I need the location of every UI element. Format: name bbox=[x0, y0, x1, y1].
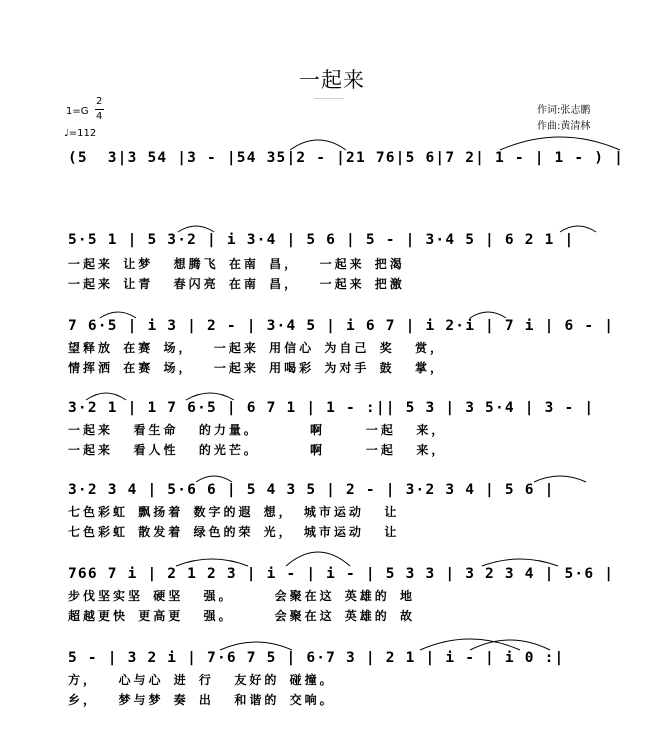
lyric-row-5-verse-1: 步伐坚实坚 硬坚 强。 会聚在这 英雄的 地 bbox=[68, 589, 416, 603]
key-signature: 1=G bbox=[66, 106, 89, 117]
notation-row-intro: (5 3|3 54 |3 - |54 35|2 - |21 76|5 6|7 2| 1 - | 1 - ) | bbox=[68, 150, 625, 166]
tempo-marking: ♩=112 bbox=[64, 128, 97, 139]
lyric-row-3-verse-2: 一起来 看人性 的光芒。 啊 一起 来， bbox=[68, 443, 447, 457]
time-signature-line bbox=[95, 109, 104, 110]
title-underline bbox=[314, 98, 344, 99]
lyric-row-4-verse-1: 七色彩虹 飘扬着 数字的遐 想， 城市运动 让 bbox=[68, 505, 400, 519]
song-title: 一起来 bbox=[299, 68, 365, 92]
notation-row-4: 3·2 3 4 | 5·6 6 | 5 4 3 5 | 2 - | 3·2 3 4 | 5 6 | bbox=[68, 482, 555, 498]
lyric-row-5-verse-2: 超越更快 更高更 强。 会聚在这 英雄的 故 bbox=[68, 609, 416, 623]
composer-credit: 作曲:黄清林 bbox=[537, 121, 591, 132]
lyric-row-1-verse-1: 一起来 让梦 想腾飞 在南 昌， 一起来 把渴 bbox=[68, 257, 405, 271]
time-signature-bottom: 4 bbox=[96, 111, 103, 122]
lyric-row-1-verse-2: 一起来 让青 春闪亮 在南 昌， 一起来 把激 bbox=[68, 277, 405, 291]
notation-row-6: 5 - | 3 2 i | 7·6 7 5 | 6·7 3 | 2 1 | i - | i 0 :| bbox=[68, 650, 565, 666]
lyric-row-3-verse-1: 一起来 看生命 的力量。 啊 一起 来， bbox=[68, 423, 447, 437]
notation-row-1: 5·5 1 | 5 3·2 | i 3·4 | 5 6 | 5 - | 3·4 5 | 6 2 1 | bbox=[68, 232, 575, 248]
time-signature-top: 2 bbox=[96, 96, 103, 107]
lyric-row-2-verse-2: 情挥洒 在赛 场， 一起来 用喝彩 为对手 鼓 掌， bbox=[68, 361, 446, 375]
lyric-row-2-verse-1: 望释放 在赛 场， 一起来 用信心 为自己 奖 赏， bbox=[68, 341, 446, 355]
lyric-row-4-verse-2: 七色彩虹 散发着 绿色的荣 光， 城市运动 让 bbox=[68, 525, 400, 539]
lyric-row-6-verse-2: 乡， 梦与梦 奏 出 和谐的 交响。 bbox=[68, 693, 335, 707]
notation-row-2: 7 6·5 | i 3 | 2 - | 3·4 5 | i 6 7 | i 2·i | 7 i | 6 - | bbox=[68, 318, 615, 334]
notation-row-3: 3·2 1 | 1 7 6·5 | 6 7 1 | 1 - :|| 5 3 | 3 5·4 | 3 - | bbox=[68, 400, 595, 416]
lyricist-credit: 作词:张志鹏 bbox=[537, 105, 591, 116]
notation-row-5: 766 7 i | 2 1 2 3 | i - | i - | 5 3 3 | 3 2 3 4 | 5·6 | bbox=[68, 566, 615, 582]
lyric-row-6-verse-1: 方， 心与心 进 行 友好的 碰撞。 bbox=[68, 673, 335, 687]
